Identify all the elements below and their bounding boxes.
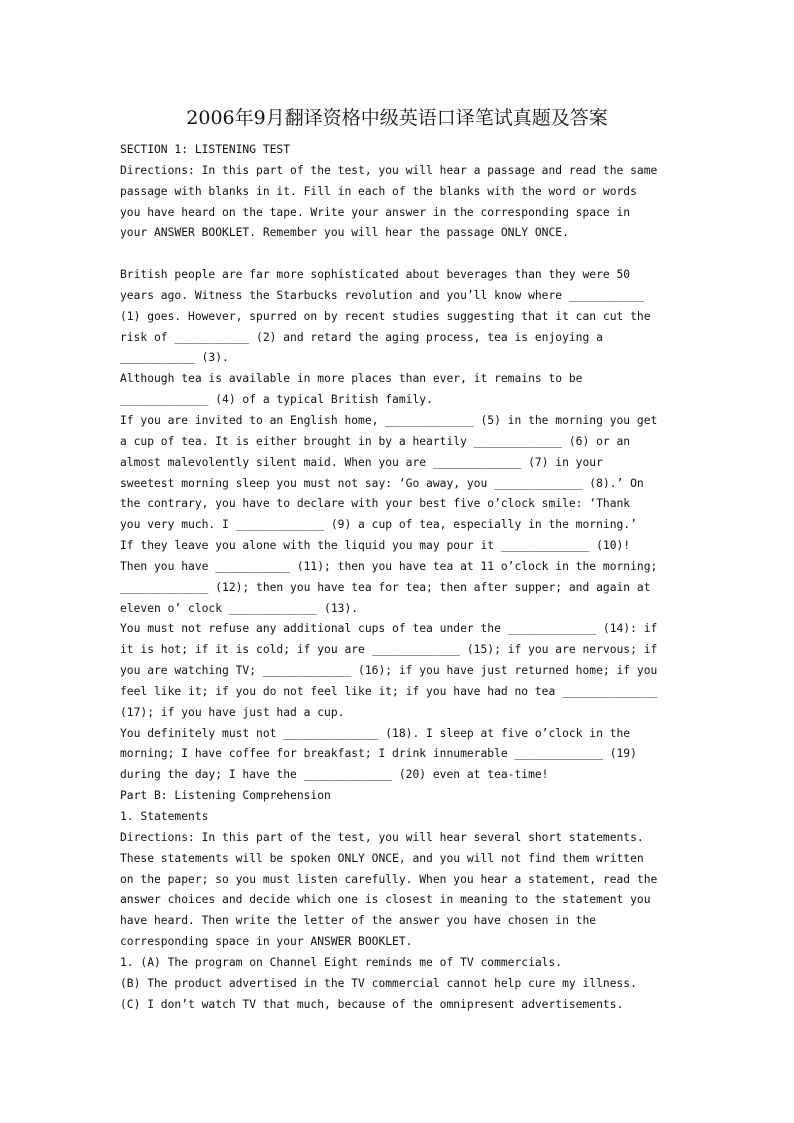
directions-line: have heard. Then write the letter of the answer you have chosen in the [120,914,597,928]
passage-line: _____________ (12); then you have tea for tea; then after supper; and again at [120,580,651,594]
passage-line: sweetest morning sleep you must not say: ‘Go away, you _____________ (8).’ On [120,476,644,490]
document-body [120,140,680,1015]
passage-line: the contrary, you have to declare with your best five o’clock smile: ‘Thank [120,497,631,511]
section-heading: SECTION 1: LISTENING TEST [120,143,291,156]
passage-line: (17); if you have just had a cup. [120,705,345,719]
passage-line: ___________ (3). [120,351,229,365]
passage-line: (1) goes. However, spurred on by recent studies suggesting that it can cut the [120,309,651,323]
passage-line: a cup of tea. It is either brought in by a heartily _____________ (6) or an [120,434,631,448]
passage-line: British people are far more sophisticated about beverages than they were 50 [120,268,631,282]
passage-line: eleven o’ clock _____________ (13). [120,601,359,615]
passage-line: You definitely must not ______________ (18). I sleep at five o’clock in the [120,726,631,740]
passage-line: you are watching TV; _____________ (16); if you have just returned home; if you [120,664,658,678]
passage-line: Although tea is available in more places than ever, it remains to be [120,372,583,386]
directions-line: Directions: In this part of the test, you will hear several short statements. [120,830,644,844]
statements-heading: 1. Statements [120,810,209,823]
passage-line: almost malevolently silent maid. When you are _____________ (7) in your [120,455,603,469]
directions-line: you have heard on the tape. Write your answer in the corresponding space in [120,205,631,219]
passage-line: during the day; I have the _____________ (20) even at tea-time! [120,768,549,782]
directions-line: Directions: In this part of the test, you will hear a passage and read the same [120,163,658,177]
question-1-option: (B) The product advertised in the TV commercial cannot help cure my illness. [120,976,637,990]
directions-line: passage with blanks in it. Fill in each of the blanks with the word or words [120,184,637,198]
passage-line: If you are invited to an English home, _____________ (5) in the morning you get [120,413,658,427]
passage-line: feel like it; if you do not feel like it; if you have had no tea ______________ [120,684,658,698]
passage-line: _____________ (4) of a typical British family. [120,393,433,407]
passage-line: risk of ___________ (2) and retard the aging process, tea is enjoying a [120,330,603,344]
document-title: 2006年9月翻译资格中级英语口译笔试真题及答案 [186,107,608,129]
directions-line: on the paper; so you must listen carefully. When you hear a statement, read the [120,872,658,886]
passage-line: years ago. Witness the Starbucks revolution and you’ll know where ___________ [120,288,644,302]
passage-line: you very much. I _____________ (9) a cup of tea, especially in the morning.’ [120,518,637,532]
part-b-heading: Part B: Listening Comprehension [120,789,331,803]
directions-line: corresponding space in your ANSWER BOOKLET. [120,935,413,949]
passage-line: If they leave you alone with the liquid you may pour it _____________ (10)! [120,539,631,553]
passage-line: it is hot; if it is cold; if you are _____________ (15); if you are nervous; if [120,643,658,657]
directions-line: your ANSWER BOOKLET. Remember you will hear the passage ONLY ONCE. [120,226,569,240]
passage-line: morning; I have coffee for breakfast; I drink innumerable _____________ (19) [120,747,637,761]
directions-line: answer choices and decide which one is closest in meaning to the statement you [120,893,651,907]
question-1-option: (C) I don’t watch TV that much, because of the omnipresent advertisements. [120,997,624,1011]
directions-line: These statements will be spoken ONLY ONCE, and you will not find them written [120,851,644,865]
passage-line: Then you have ___________ (11); then you have tea at 11 o’clock in the morning; [120,559,658,573]
blank-line [120,244,680,265]
question-1-option: 1. (A) The program on Channel Eight reminds me of TV commercials. [120,955,563,969]
passage-line: You must not refuse any additional cups of tea under the _____________ (14): if [120,622,658,636]
